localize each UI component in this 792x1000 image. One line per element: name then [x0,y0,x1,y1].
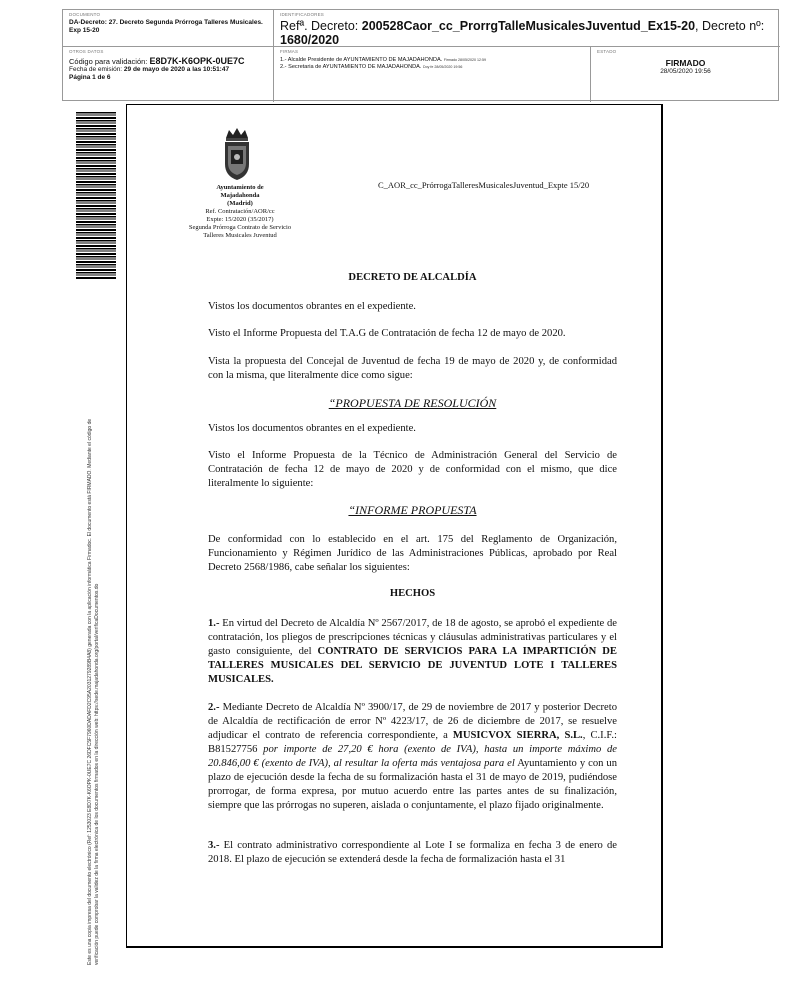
hecho-1 [208,617,617,687]
estado-label: ESTADO [597,49,617,54]
verification-side-text [87,285,101,965]
hecho-3 [208,839,617,867]
informe-heading [208,503,617,519]
org-ref-2: Expte: 15/2020 (35/2017) [206,216,274,223]
propuesta-text: “PROPUESTA DE RESOLUCIÓN [328,396,497,410]
firma-1-text: 1.- Alcalde Presidente de AYUNTAMIENTO DE MAJADAHONDA. [280,57,443,63]
hecho-2-bold: MUSICVOX SIERRA, S.L. [452,730,583,741]
firmas-cell [274,47,591,102]
org-ref-1: Ref. Contratación/AOR/cc [205,208,275,215]
fecha-emision [69,66,267,74]
otros-datos-cell [63,47,274,102]
org-ref-4: Talleres Musicales Juventud [203,232,277,239]
documento-cell [63,10,274,47]
firmas-label: FIRMAS [280,49,299,54]
hecho-1-num: 1.- [208,618,220,629]
paragraph-4: Vistos los documentos obrantes en el expediente. [208,423,416,434]
identificadores-label: IDENTIFICADORES [280,12,325,17]
document-code: C_AOR_cc_PrórrogaTalleresMusicalesJuventud_Expte 15/20 [378,180,590,190]
paragraph-5: Visto el Informe Propuesta de la Técnico de Administración General del Servicio de Contratación de fecha 12 de mayo de 2020 y de conformidad con el mismo, que dice literalmente lo siguiente: [208,450,617,489]
hecho-3-text: El contrato administrativo correspondiente al Lote I se formaliza en fecha 3 de enero de 2018. El plazo de ejecución se extenderá desde la fecha de formalización hasta el 31 [208,840,617,865]
org-name-2: Majadahonda [220,192,260,199]
decree-title: DECRETO DE ALCALDÍA [348,272,477,283]
decreto-prefix: , Decreto nº: [695,19,765,33]
paragraph-2: Visto el Informe Propuesta del T.A.G de Contratación de fecha 12 de mayo de 2020. [208,328,566,339]
documento-text: DA-Decreto: 27. Decreto Segunda Prórroga Talleres Musicales. Exp 15-20 [69,19,263,34]
fecha-emision-label: Fecha de emisión: [69,66,124,73]
firma-2 [280,64,584,71]
propuesta-heading [208,396,617,412]
fecha-emision-value: 29 de mayo de 2020 a las 10:51:47 [123,66,230,73]
documento-label: DOCUMENTO [69,12,101,17]
decree-reference [280,19,774,47]
organization-block [170,184,310,240]
document-header [62,9,779,101]
codigo-label: Código para validación: [69,57,150,66]
coat-of-arms-icon [220,126,254,182]
estado-value: FIRMADO [665,58,706,68]
paragraph-3: Vista la propuesta del Concejal de Juventud de fecha 19 de mayo de 2020 y, de conformidad con la misma, que literalmente dice como sigue: [208,356,617,381]
hecho-2 [208,701,617,813]
hecho-1-text: En virtud del Decreto de Alcaldía Nº 2567/2017, de 18 de agosto, se aprobó el expediente de contratación, los pliegos de prescripciones técnicas y cláusulas administrativas particulares y el gasto consiguiente, del [208,618,617,657]
firma-1-date: Firmado 28/05/2020 12:59 [443,58,487,62]
codigo-validacion [69,57,267,66]
org-name-3: (Madrid) [227,200,253,207]
otros-label: OTROS DATOS [69,49,104,54]
codigo-value[interactable]: E8D7K-K6OPK-0UE7C [149,56,245,66]
hecho-2-cif: , C.I.F.: B81527756 [208,730,617,755]
firma-2-date: Doy fe 28/05/2020 19:56 [423,65,463,69]
hechos-heading: HECHOS [389,588,436,599]
firma-1 [280,57,584,64]
paragraph-6: De conformidad con lo establecido en el art. 175 del Reglamento de Organización, Funcionamiento y Régimen Jurídico de las Administraciones Públicas, aprobado por Real Decreto 2568/1986, cabe señalar los siguientes: [208,534,617,573]
page-indicator: Página 1 de 6 [69,74,111,81]
decreto-number: 1680/2020 [280,33,340,47]
hecho-1-bold: CONTRATO DE SERVICIOS PARA LA IMPARTICIÓN DE TALLERES MUSICALES DEL SERVICIO DE JUVENTUD LOTE I TALLERES MUSICALES. [208,646,617,685]
estado-date: 28/05/2020 19:56 [660,68,711,75]
hecho-2-italic: por importe de 27,20 € hora (exento de IVA), hasta un importe máximo de 20.846,00 € (exento de IVA), al resultar la oferta más ventajosa para el [208,744,617,769]
ref-prefix: Refª. Decreto: [280,19,362,33]
hecho-2-rest: Ayuntamiento y con un plazo de ejecución desde la fecha de su formalización hasta el 31 de mayo de 2019, pudiéndose prorrogar, de forma expresa, por mutuo acuerdo entre las partes antes de su finalización, siempre que las prórrogas no superen, aislada o conjuntamente, el plazo fijado originalmente. [208,758,617,811]
side-text-line-2: verificación puede comprobar la validez de la firma electrónica de los documentos firmados en la dirección web: https://sede.majadahonda.org/portal/verificaDocumentos.do [94,583,100,965]
org-ref-3: Segunda Prórroga Contrato de Servicio [188,224,292,231]
hecho-3-num: 3.- [208,840,220,851]
side-text-line-1: Este es una copia impresa del documento electrónico (Ref: 1253023 E8D7K-K6OPK-0UE7C 26DFC5F7960DADAFD2C95A2031279289B4A8) generada con la aplicación informática Firmadoc. El documento está FIRMADO. Mediante el código de [87,418,93,965]
hecho-2-num: 2.- [208,702,220,713]
firma-2-text: 2.- Secretaria de AYUNTAMIENTO DE MAJADAHONDA. [280,64,422,70]
org-name-1: Ayuntamiento de [216,184,264,191]
estado-cell [591,47,780,102]
barcode [76,112,116,280]
hecho-2-text: Mediante Decreto de Alcaldía Nº 3900/17, de 29 de noviembre de 2017 y posterior Decreto de Alcaldía de rectificación de error Nº 4223/17, de 26 de diciembre de 2017, se resuelve adjudicar el contrato de referencia correspondiente, a [208,702,617,741]
identificadores-cell [274,10,780,47]
paragraph-1: Vistos los documentos obrantes en el expediente. [208,301,416,312]
informe-text: “INFORME PROPUESTA [348,503,477,517]
ref-code: 200528Caor_cc_ProrrgTalleMusicalesJuventud_Ex15-20 [361,19,696,33]
